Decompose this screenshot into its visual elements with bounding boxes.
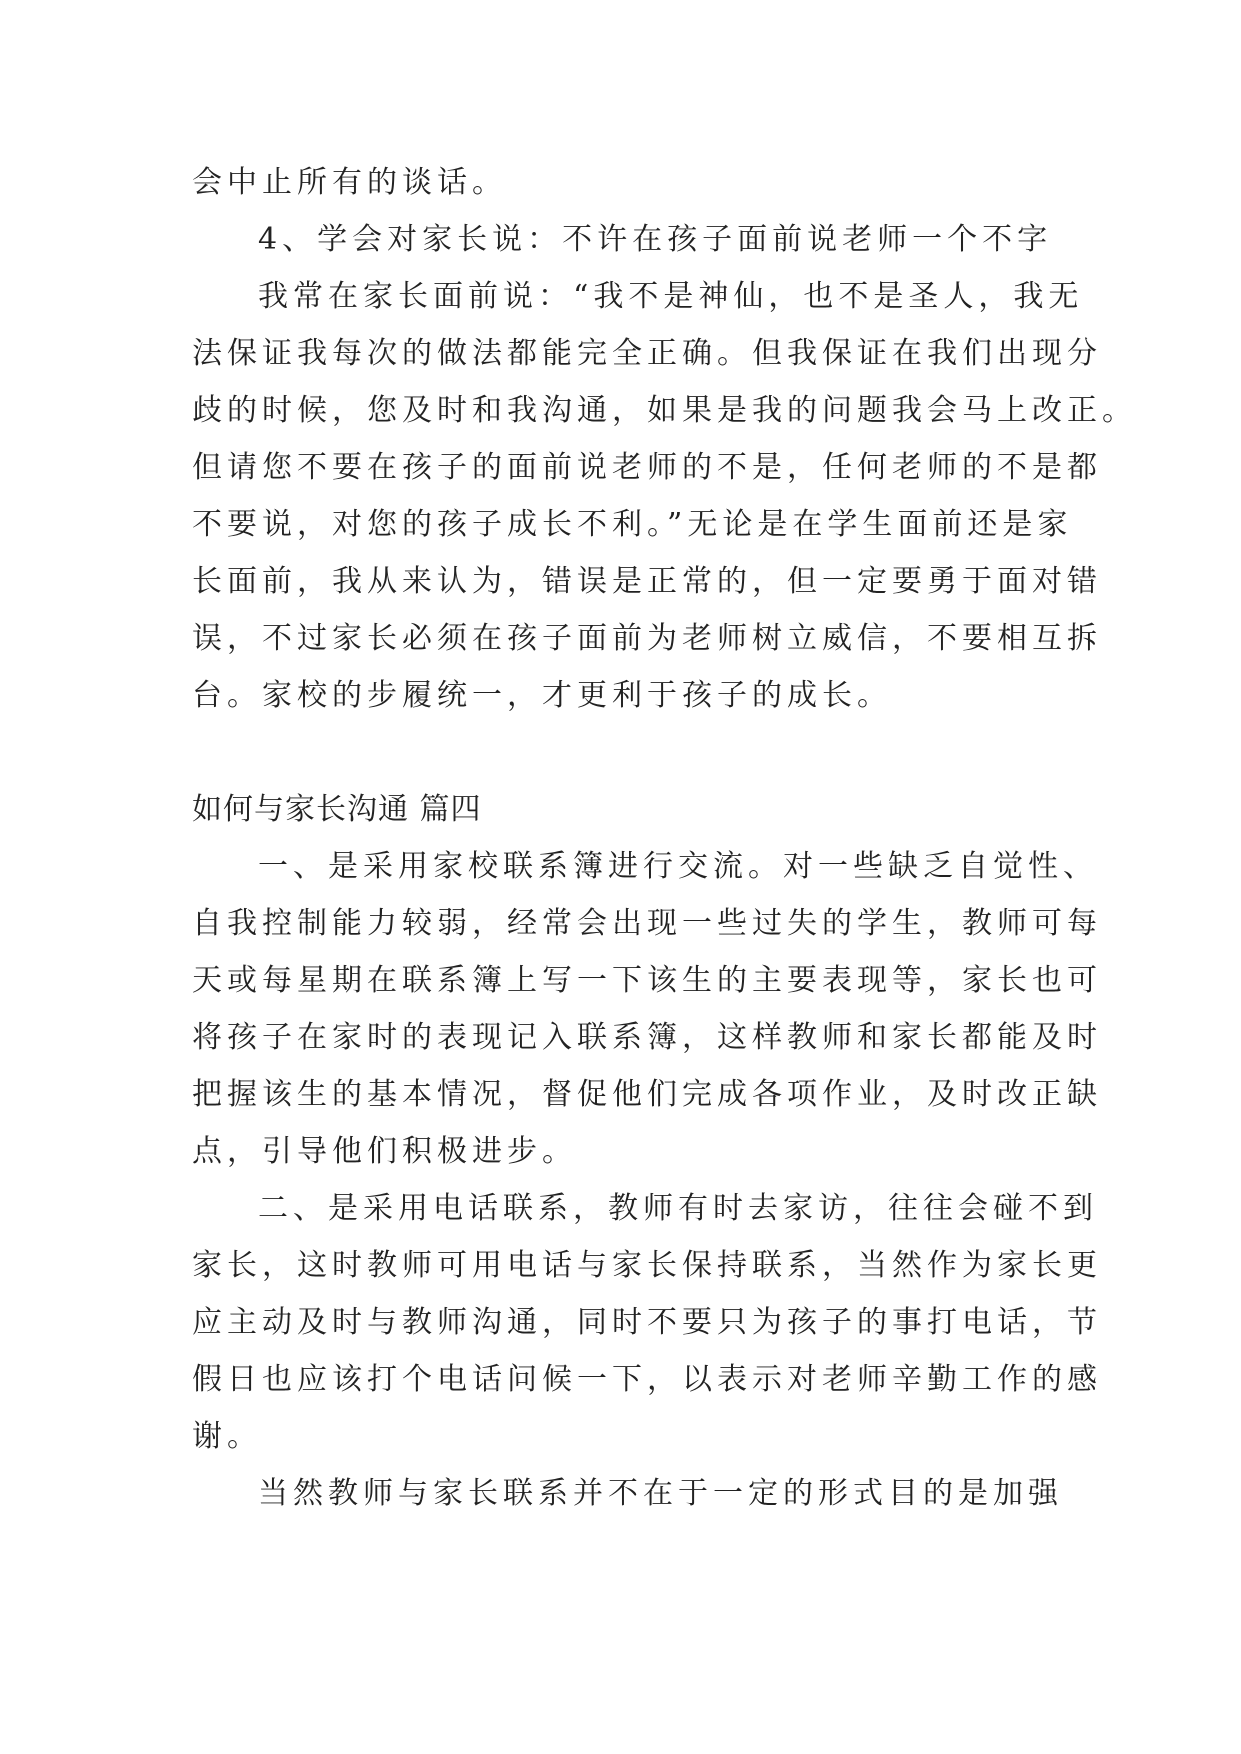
paragraph-line: 误，不过家长必须在孩子面前为老师树立威信，不要相互拆 [192, 621, 1102, 656]
paragraph-line: 把握该生的基本情况，督促他们完成各项作业，及时改正缺 [192, 1077, 1102, 1112]
paragraph-line: 但请您不要在孩子的面前说老师的不是，任何老师的不是都 [192, 450, 1102, 485]
paragraph-line: 假日也应该打个电话问候一下，以表示对老师辛勤工作的感 [192, 1362, 1102, 1397]
paragraph-line: 我常在家长面前说：“我不是神仙，也不是圣人，我无 [258, 279, 1084, 314]
paragraph-line: 自我控制能力较弱，经常会出现一些过失的学生，教师可每 [192, 906, 1102, 941]
paragraph-line: 谢。 [192, 1419, 262, 1454]
paragraph-line: 会中止所有的谈话。 [192, 165, 507, 200]
paragraph-line: 4、学会对家长说：不许在孩子面前说老师一个不字 [258, 222, 1053, 257]
paragraph-line: 家长，这时教师可用电话与家长保持联系，当然作为家长更 [192, 1248, 1102, 1283]
paragraph-line: 一、是采用家校联系簿进行交流。对一些缺乏自觉性、 [258, 849, 1098, 884]
paragraph-line: 不要说，对您的孩子成长不利。”无论是在学生面前还是家 [192, 507, 1073, 542]
paragraph-line: 二、是采用电话联系，教师有时去家访，往往会碰不到 [258, 1191, 1098, 1226]
paragraph-line: 歧的时候，您及时和我沟通，如果是我的问题我会马上改正。 [192, 393, 1137, 428]
paragraph-line: 将孩子在家时的表现记入联系簿，这样教师和家长都能及时 [192, 1020, 1102, 1055]
section-spacer [192, 724, 1048, 781]
paragraph-line: 法保证我每次的做法都能完全正确。但我保证在我们出现分 [192, 336, 1102, 371]
document-body [192, 154, 1137, 1522]
paragraph-line: 天或每星期在联系簿上写一下该生的主要表现等，家长也可 [192, 963, 1102, 998]
paragraph-line: 当然教师与家长联系并不在于一定的形式目的是加强 [258, 1476, 1063, 1511]
paragraph-line: 点，引导他们积极进步。 [192, 1134, 577, 1169]
paragraph-line: 台。家校的步履统一，才更利于孩子的成长。 [192, 678, 892, 713]
section-heading: 如何与家长沟通 篇四 [192, 792, 482, 827]
paragraph-line: 应主动及时与教师沟通，同时不要只为孩子的事打电话，节 [192, 1305, 1102, 1340]
paragraph-line: 长面前，我从来认为，错误是正常的，但一定要勇于面对错 [192, 564, 1102, 599]
